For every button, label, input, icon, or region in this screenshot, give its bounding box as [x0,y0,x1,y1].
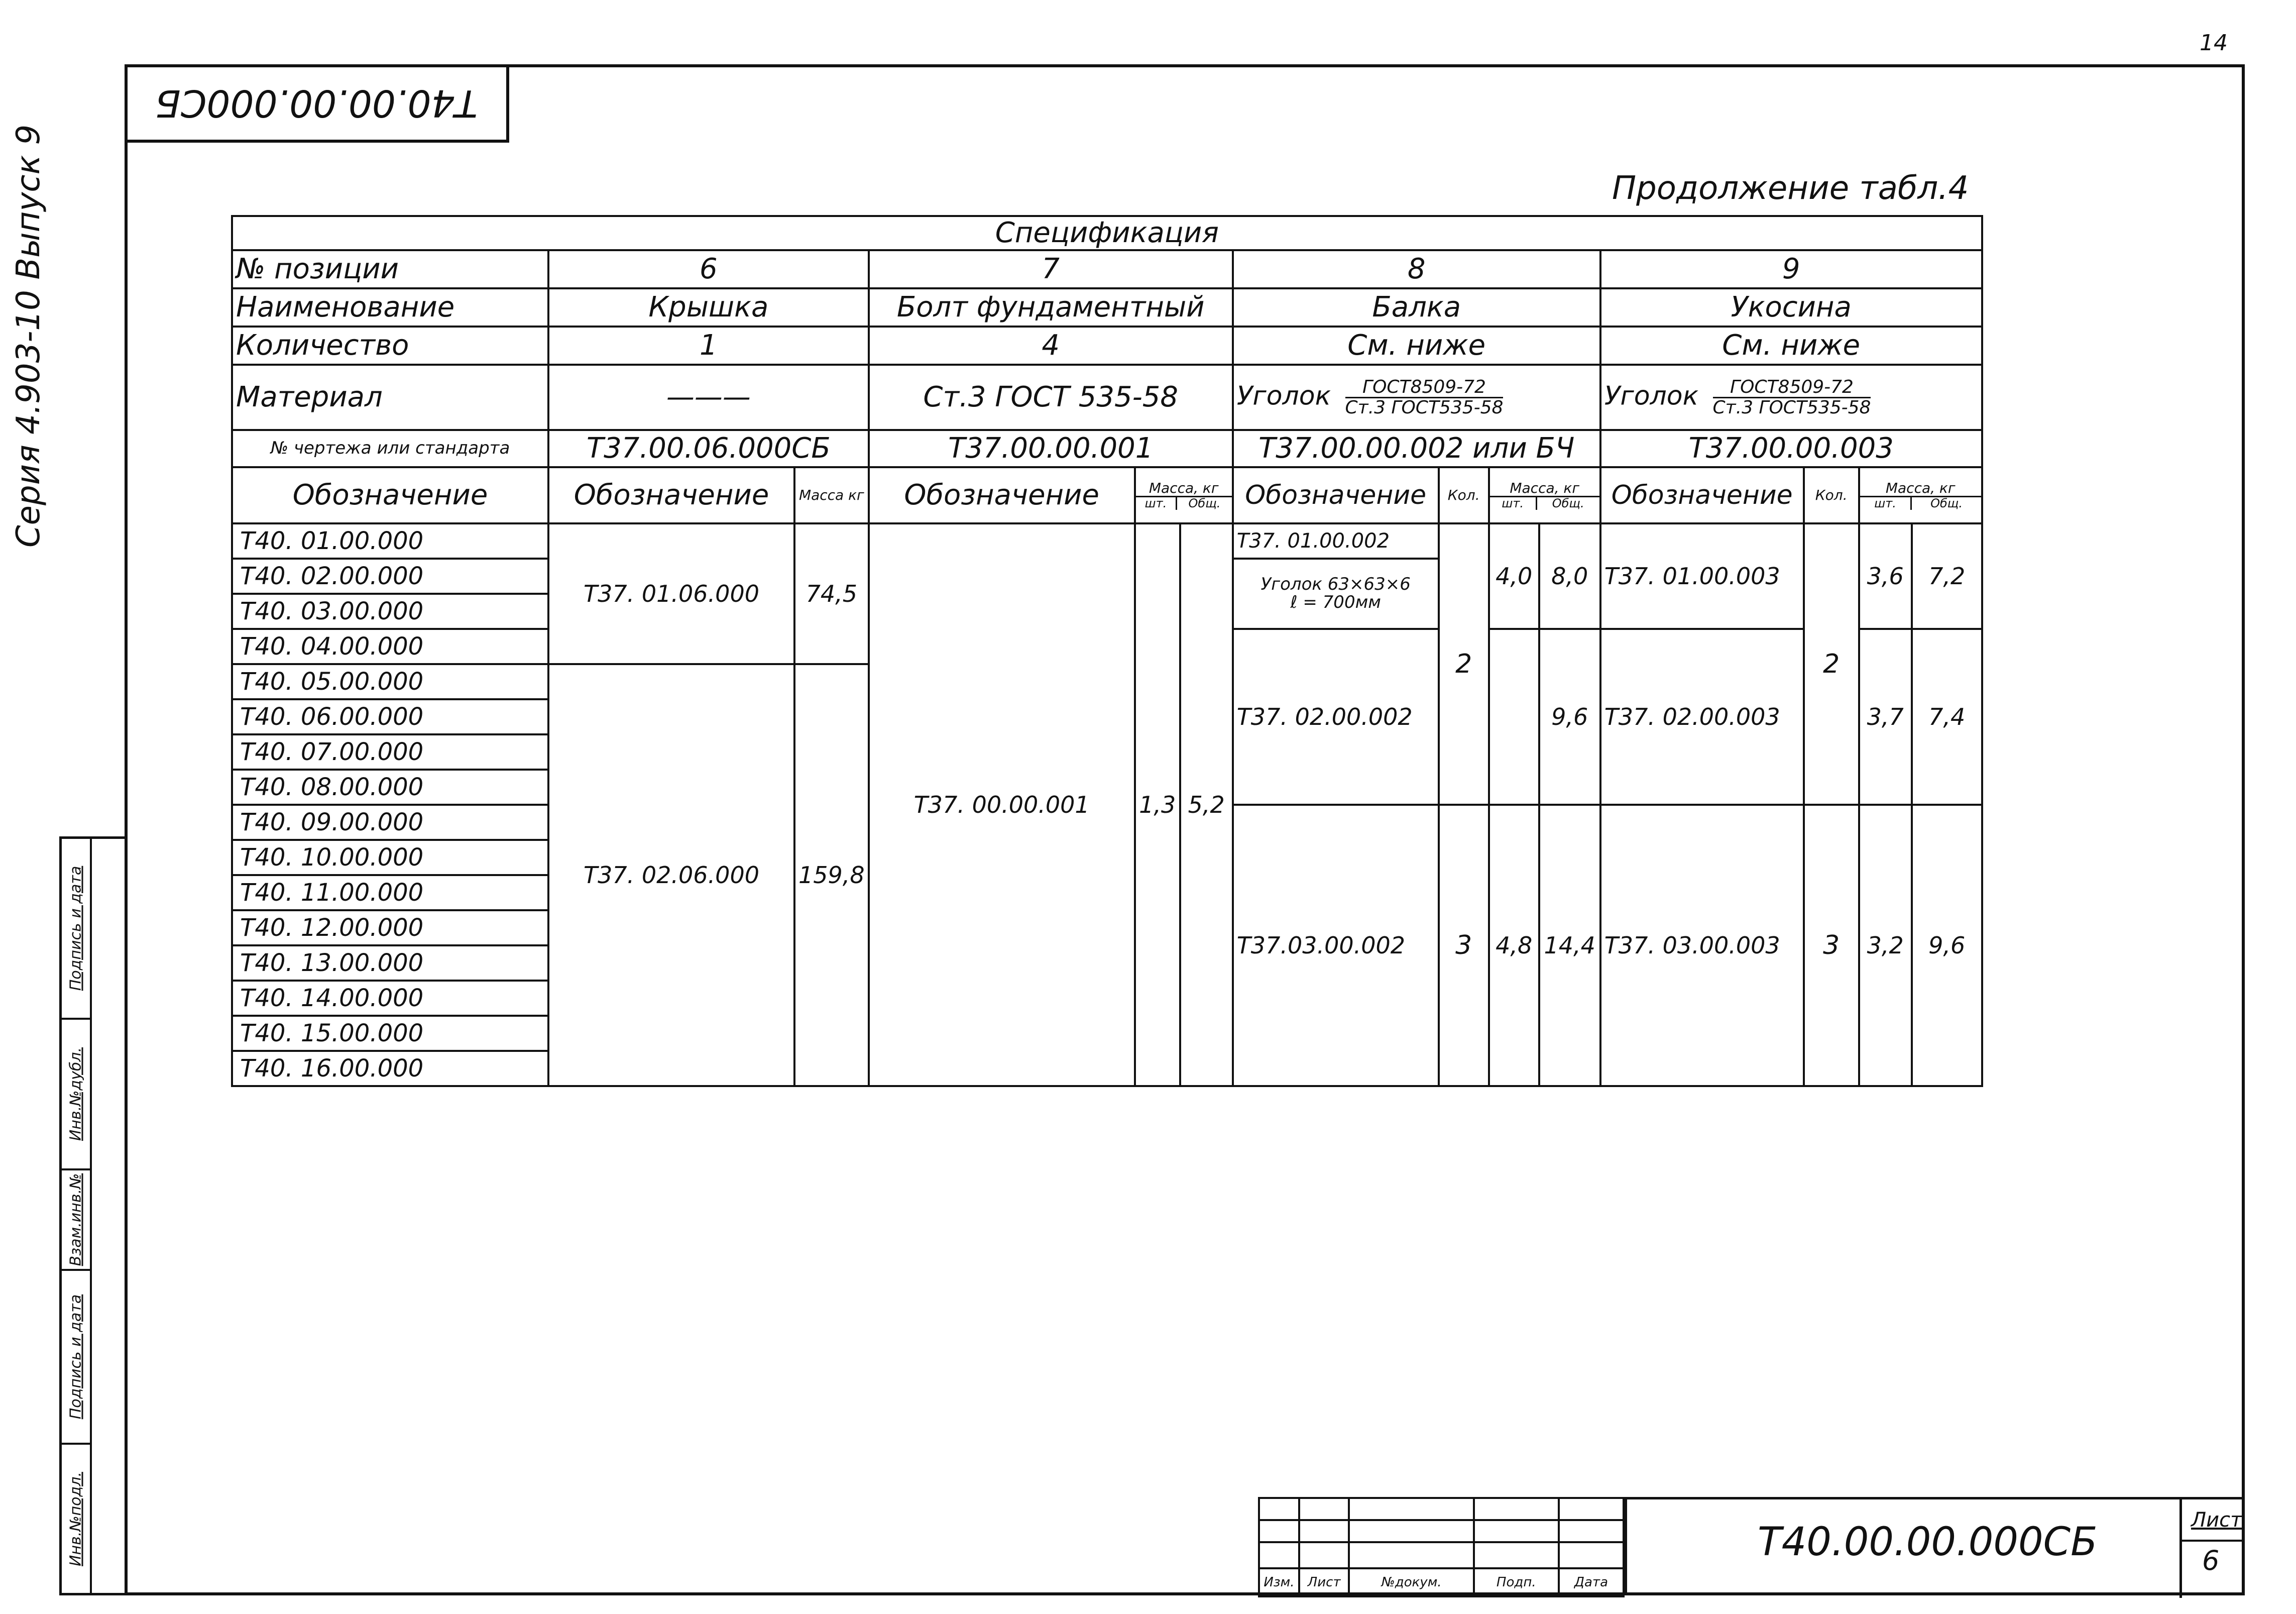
unit-label-9: шт. [1860,496,1911,510]
p8-qty-top: 2 [1439,523,1489,805]
p8-code-1: Т37. 01.00.002 [1233,523,1439,559]
position-7: 7 [869,250,1233,288]
p6-code-2: Т37. 02.06.000 [548,664,794,1086]
series-label [10,124,85,553]
row-label-designation: Обозначение [232,467,548,523]
binding-strip [59,836,125,1595]
material-8-grade: Ст.3 ГОСТ535-58 [1345,397,1504,418]
p8-note-line2: ℓ = 700мм [1290,592,1381,612]
material-8 [1233,365,1600,430]
material-9-standard: ГОСТ8509-72 [1713,378,1871,398]
mass-subheader-7 [1136,481,1232,510]
item-row-13: Т40. 13.00.000 [232,945,548,981]
material-8-word: Уголок [1236,381,1331,411]
p9-code-1: Т37. 01.00.003 [1600,523,1804,629]
document-code: Т40.00.00.000СБ [1758,1520,2098,1565]
col-head-designation-7: Обозначение [869,467,1135,523]
quantity-9: См. ниже [1600,327,1982,365]
position-8: 8 [1233,250,1600,288]
col-head-mass-6: Масса кг [794,467,869,523]
p7-total: 5,2 [1180,523,1233,1086]
col-head-qty-8: Кол. [1439,467,1489,523]
strip-cell-dup [62,1020,92,1170]
p8-total-3: 14,4 [1539,805,1600,1086]
strip-cell-replace [62,1170,92,1271]
series-text: Серия 4.903-10 Выпуск 9 [10,124,47,548]
material-9-fraction [1713,378,1871,417]
p8-qty-3: 3 [1439,805,1489,1086]
col-head-designation-9: Обозначение [1600,467,1804,523]
position-9: 9 [1600,250,1982,288]
mirrored-stamp [127,66,509,143]
p9-code-3: Т37. 03.00.003 [1600,805,1804,1086]
p8-total-2: 9,6 [1539,629,1600,805]
name-7: Болт фундаментный [869,288,1233,327]
mass-label-9: Масса, кг [1860,481,1981,496]
unit-label-7: шт. [1136,496,1177,510]
material-9-word: Уголок [1604,381,1698,411]
drawing-6: Т37.00.06.000СБ [548,430,869,467]
strip-label: Подпись и дата [67,866,85,991]
rev-col-sheet: Лист [1299,1568,1349,1596]
strip-label: Инв.№подл. [67,1472,85,1566]
item-row-16: Т40. 16.00.000 [232,1051,548,1086]
stamp-code: Т40.00.00.000СБ [155,81,478,125]
material-9 [1600,365,1982,430]
p9-qty-top: 2 [1804,523,1859,805]
p7-unit: 1,3 [1135,523,1180,1086]
quantity-8: См. ниже [1233,327,1600,365]
title-main-field [1625,1497,2245,1595]
col-head-mass-7 [1135,467,1233,523]
strip-label: Инв.№дубл. [67,1047,85,1141]
row-label-name: Наименование [232,288,548,327]
item-row-6: Т40. 06.00.000 [232,699,548,734]
item-row-12: Т40. 12.00.000 [232,910,548,945]
p9-unit-2: 3,7 [1859,629,1912,805]
rev-col-sign: Подп. [1474,1568,1559,1596]
name-6: Крышка [548,288,869,327]
strip-cell-sign-1 [62,1271,92,1445]
quantity-7: 4 [869,327,1233,365]
col-head-designation-6: Обозначение [548,467,794,523]
rev-col-date: Дата [1559,1568,1624,1596]
col-head-mass-9 [1859,467,1982,523]
spec-title: Спецификация [232,216,1982,250]
mass-label-8: Масса, кг [1490,481,1599,496]
p9-total-1: 7,2 [1912,523,1982,629]
material-9-grade: Ст.3 ГОСТ535-58 [1712,397,1871,418]
revision-grid [1258,1497,1625,1597]
row-label-position: № позиции [232,250,548,288]
item-row-15: Т40. 15.00.000 [232,1016,548,1051]
total-label-7: Общ. [1188,496,1221,510]
name-8: Балка [1233,288,1600,327]
corner-mark: 14 [2200,30,2228,56]
p9-unit-1: 3,6 [1859,523,1912,629]
mass-subheader-9 [1860,481,1981,510]
sheet-number: 6 [2202,1545,2220,1576]
drawing-8: Т37.00.00.002 или БЧ [1233,430,1600,467]
row-label-drawing: № чертежа или стандарта [232,430,548,467]
p8-code-2: Т37. 02.00.002 [1233,629,1439,805]
material-6: ——— [548,365,869,430]
p9-unit-3: 3,2 [1859,805,1912,1086]
rev-col-docnum: №докум. [1349,1568,1473,1596]
strip-cell-inv-orig [62,1445,92,1595]
col-head-mass-8 [1489,467,1600,523]
name-9: Укосина [1600,288,1982,327]
item-row-3: Т40. 03.00.000 [232,594,548,629]
specification-table [231,215,1983,1087]
p8-unit-3: 4,8 [1489,805,1539,1086]
p9-total-2: 7,4 [1912,629,1982,805]
total-label-8: Общ. [1552,496,1584,510]
item-row-8: Т40. 08.00.000 [232,770,548,805]
item-row-2: Т40. 02.00.000 [232,559,548,594]
material-8-fraction [1345,378,1504,417]
p8-total-1: 8,0 [1539,523,1600,629]
item-row-11: Т40. 11.00.000 [232,875,548,910]
rev-col-change: Изм. [1259,1568,1299,1596]
p8-note [1233,559,1439,629]
p8-code-3: Т37.03.00.002 [1233,805,1439,1086]
title-block [1258,1497,2245,1595]
p8-note-line1: Уголок 63×63×6 [1260,574,1411,595]
mass-subheader-8 [1490,481,1599,510]
item-row-5: Т40. 05.00.000 [232,664,548,699]
p9-code-2: Т37. 02.00.003 [1600,629,1804,805]
p8-unit-1: 4,0 [1489,523,1539,629]
strip-label: Взам.инв.№ [67,1173,85,1266]
sheet-label: Лист [2191,1509,2242,1532]
material-8-standard: ГОСТ8509-72 [1345,378,1504,398]
mass-label-7: Масса, кг [1136,481,1232,496]
p7-code: Т37. 00.00.001 [869,523,1135,1086]
total-label-9: Общ. [1930,496,1963,510]
col-head-designation-8: Обозначение [1233,467,1439,523]
p8-unit-2 [1489,629,1539,805]
drawing-7: Т37.00.00.001 [869,430,1233,467]
col-head-qty-9: Кол. [1804,467,1859,523]
item-row-14: Т40. 14.00.000 [232,981,548,1016]
p6-mass-2: 159,8 [794,664,869,1086]
item-row-4: Т40. 04.00.000 [232,629,548,664]
item-row-1: Т40. 01.00.000 [232,523,548,559]
p9-qty-3: 3 [1804,805,1859,1086]
quantity-6: 1 [548,327,869,365]
strip-cell-sign-2 [62,839,92,1020]
item-row-10: Т40. 10.00.000 [232,840,548,875]
p6-mass-1: 74,5 [794,523,869,664]
item-row-9: Т40. 09.00.000 [232,805,548,840]
p9-total-3: 9,6 [1912,805,1982,1086]
sheet-box [2179,1499,2245,1598]
row-label-quantity: Количество [232,327,548,365]
continuation-caption: Продолжение табл.4 [1612,170,1969,207]
row-label-material: Материал [232,365,548,430]
drawing-9: Т37.00.00.003 [1600,430,1982,467]
position-6: 6 [548,250,869,288]
sheet-divider [2182,1540,2245,1542]
unit-label-8: шт. [1490,496,1536,510]
p6-code-1: Т37. 01.06.000 [548,523,794,664]
strip-label: Подпись и дата [67,1294,85,1420]
material-7: Ст.3 ГОСТ 535-58 [869,365,1233,430]
item-row-7: Т40. 07.00.000 [232,734,548,770]
